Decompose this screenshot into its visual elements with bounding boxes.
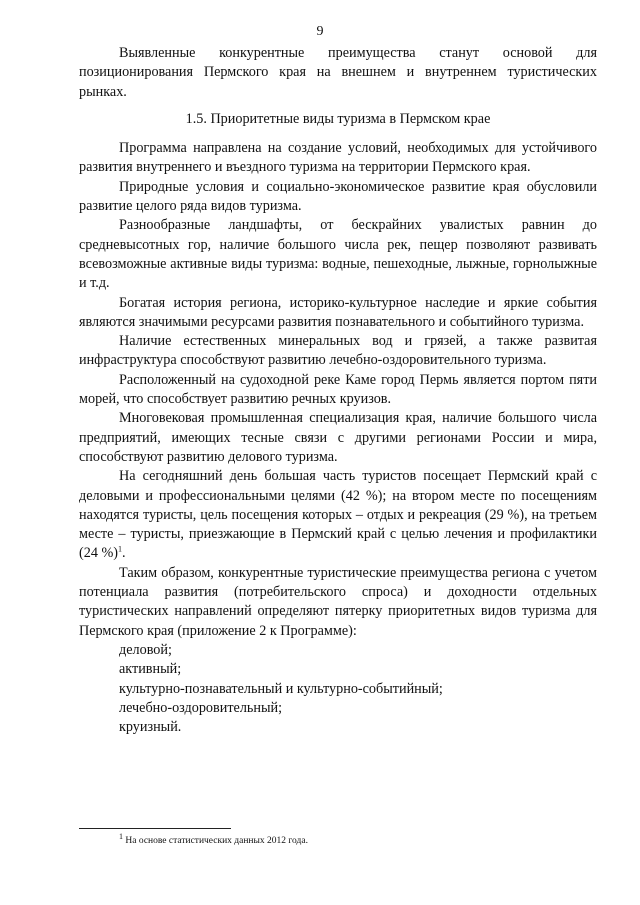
page-number: 9 (316, 24, 324, 39)
tourism-types-list (79, 641, 597, 737)
footnote (119, 831, 308, 846)
paragraph: Разнообразные ландшафты, от бескрайних увалистых равнин до средневысотных гор, наличие большого числа рек, пещер позволяют развивать всевозможные активные виды туризма: водные, пешеходные, лыжные, горнолыжные и т.д. (79, 217, 597, 292)
paragraph: Богатая история региона, историко-культурное наследие и яркие события являются значимыми ресурсами развития познавательного и событийного туризма. (79, 294, 597, 330)
paragraph-with-footnote: На сегодняшний день большая часть туристов посещает Пермский край с деловыми и профессиональными целями (42 %); на втором месте по посещениям находятся туристы, цель посещения которых – отдых и рекреация (29 %), на третьем месте – туристы, приезжающие в Пермский край с целью лечения и профилактики (24 %)$^1$. (79, 468, 597, 562)
paragraph: Программа направлена на создание условий, необходимых для устойчивого развития внутреннего и въездного туризма на территории Пермского края. (79, 140, 597, 176)
paragraph: Наличие естественных минеральных вод и грязей, а также развитая инфраструктура способствуют развитию лечебно-оздоровительного туризма. (79, 333, 597, 369)
paragraph-text: На сегодняшний день большая часть туристов посещает Пермский край с деловыми и профессиональными целями (42 %); на втором месте по посещениям находятся туристы, цель посещения которых – отдых и рекреация (29 %), на третьем месте – туристы, приезжающие в Пермский край с целью лечения и профилактики (24 %) (79, 468, 597, 562)
list-item: активный; (119, 661, 182, 678)
paragraph: Многовековая промышленная специализация края, наличие большого числа предприятий, имеющих тесные связи с другими регионами России и мира, способствуют развитию делового туризма. (79, 410, 597, 465)
list-item: круизный. (119, 719, 182, 736)
paragraph: Природные условия и социально-экономическое развитие края обусловили развитие целого ряда видов туризма. (79, 178, 597, 215)
intro-paragraph: Выявленные конкурентные преимущества станут основой для позиционирования Пермского края на внешнем и внутреннем туристических рынках. (79, 45, 597, 100)
list-item: деловой; (119, 641, 172, 658)
paragraph: Таким образом, конкурентные туристические преимущества региона с учетом потенциала развития (потребительского спроса) и доходности отдельных туристических направлений определяют пятерку приоритетных видов туризма для Пермского края (приложение 2 к Программе): (79, 564, 597, 639)
footnote-text: На основе статистических данных 2012 года. (125, 836, 308, 846)
list-item: культурно-познавательный и культурно-событийный; (119, 680, 443, 697)
footnote-separator (79, 828, 231, 829)
paragraph: Расположенный на судоходной реке Каме город Пермь является портом пяти морей, что способствует развитию речных круизов. (79, 371, 597, 408)
footnote-reference: 1 (118, 544, 123, 554)
footnote-number: 1 (119, 831, 123, 841)
section-heading: 1.5. Приоритетные виды туризма в Пермском крае (185, 110, 491, 127)
list-item: лечебно-оздоровительный; (119, 699, 283, 716)
document-body (79, 44, 597, 737)
